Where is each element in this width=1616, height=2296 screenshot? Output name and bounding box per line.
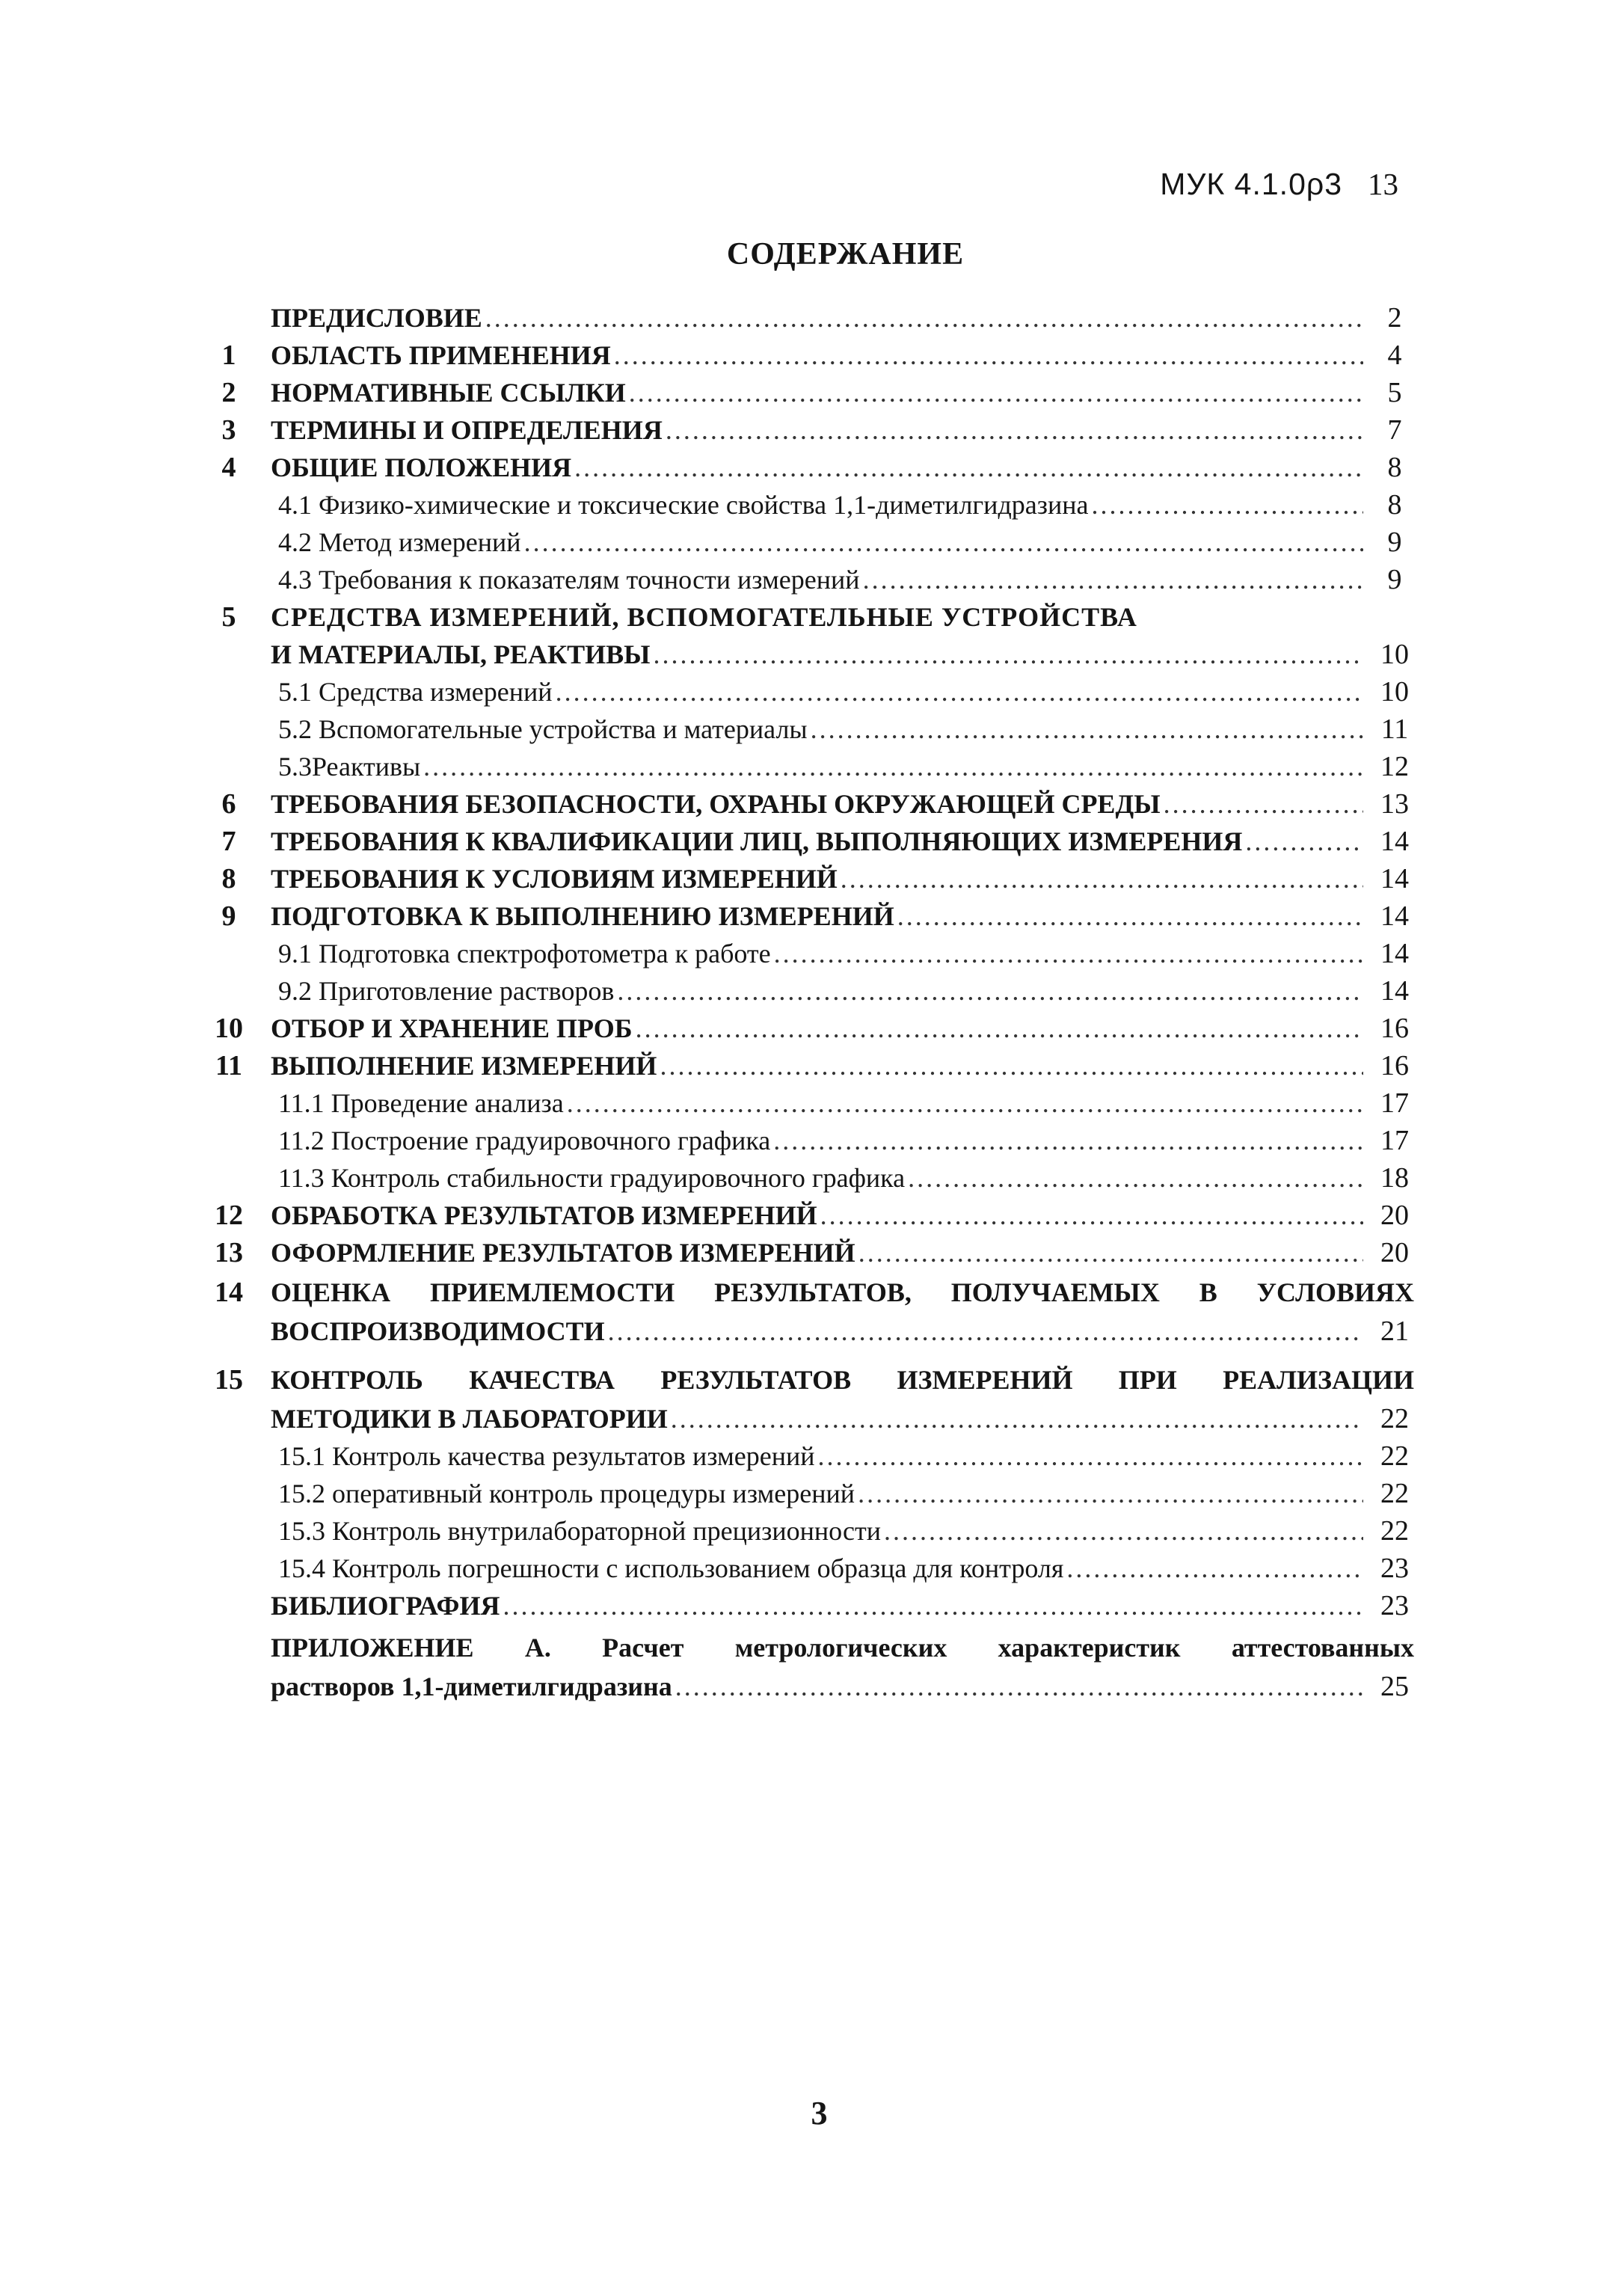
toc-section-number: 14 — [215, 1277, 243, 1308]
toc-row — [0, 486, 1616, 524]
toc-page-number: 18 — [1380, 1162, 1409, 1194]
dot-leader — [884, 1512, 1363, 1550]
toc-entry-text: ПОДГОТОВКА К ВЫПОЛНЕНИЮ ИЗМЕРЕНИЙ — [271, 901, 894, 931]
toc-entry-text: ПРЕДИСЛОВИЕ — [271, 303, 482, 333]
toc-row — [0, 1587, 1616, 1624]
toc-row — [0, 897, 1616, 935]
toc-section-number: 4 — [221, 452, 236, 483]
toc-page-number: 14 — [1380, 975, 1409, 1007]
dot-leader — [773, 1122, 1363, 1159]
toc-row — [0, 1010, 1616, 1047]
footer-page-number: 3 — [811, 2095, 828, 2131]
toc-page-number: 2 — [1387, 302, 1402, 334]
toc-section-number: 10 — [215, 1013, 243, 1044]
dot-leader — [1164, 785, 1363, 823]
dot-leader — [660, 1047, 1363, 1084]
toc-row — [0, 972, 1616, 1010]
toc-page-number: 5 — [1387, 377, 1402, 408]
dot-leader — [897, 897, 1363, 935]
toc-row — [0, 1234, 1616, 1271]
toc-entry-text: 15.3 Контроль внутрилабораторной прецизионности — [278, 1516, 882, 1546]
dot-leader — [671, 1400, 1363, 1437]
dot-leader — [617, 972, 1363, 1010]
toc-entry-text: МЕТОДИКИ В ЛАБОРАТОРИИ — [271, 1404, 668, 1434]
toc-entry-text: ОБЛАСТЬ ПРИМЕНЕНИЯ — [271, 340, 611, 370]
toc-row — [0, 673, 1616, 710]
dot-leader — [908, 1159, 1363, 1197]
dot-leader — [629, 374, 1363, 411]
toc-entry-text: БИБЛИОГРАФИЯ — [271, 1591, 500, 1621]
toc-section-number: 11 — [215, 1050, 242, 1081]
toc-row — [0, 1475, 1616, 1512]
toc-entry-text: ОТБОР И ХРАНЕНИЕ ПРОБ — [271, 1013, 633, 1043]
dot-leader — [1245, 823, 1363, 860]
dot-leader — [675, 1668, 1363, 1705]
toc-section-number: 12 — [215, 1200, 243, 1231]
toc-section-number: 8 — [221, 863, 236, 894]
toc-row — [0, 1668, 1616, 1705]
toc-entry-text: 9.1 Подготовка спектрофотометра к работе — [278, 939, 771, 969]
toc-row — [0, 1197, 1616, 1234]
toc-row — [0, 860, 1616, 897]
toc-entry-text: 11.3 Контроль стабильности градуировочного графика — [278, 1163, 906, 1193]
document-code: МУК 4.1.0ρ3 — [1160, 167, 1342, 201]
dot-leader — [858, 1475, 1363, 1512]
toc-entry-text: ПРИЛОЖЕНИЕ А. Расчет метрологических характеристик аттестованных — [271, 1633, 1414, 1663]
toc-page-number: 13 — [1380, 788, 1409, 820]
dot-leader — [423, 748, 1363, 785]
toc-entry-text: ТЕРМИНЫ И ОПРЕДЕЛЕНИЯ — [271, 415, 663, 445]
toc-entry-text: 15.4 Контроль погрешности с использованием образца для контроля — [278, 1553, 1064, 1583]
toc-row — [0, 710, 1616, 748]
toc-row — [0, 1629, 1616, 1666]
toc-section-number: 15 — [215, 1364, 243, 1396]
toc-row — [0, 748, 1616, 785]
toc-page-number: 23 — [1380, 1590, 1409, 1621]
dot-leader — [666, 411, 1363, 449]
toc-row — [0, 1512, 1616, 1550]
dot-leader — [653, 636, 1363, 673]
toc-page-number: 21 — [1380, 1316, 1409, 1347]
toc-page-number: 22 — [1380, 1403, 1409, 1434]
dot-leader — [1066, 1550, 1363, 1587]
toc-page-number: 20 — [1380, 1200, 1409, 1231]
toc-entry-text: ВОСПРОИЗВОДИМОСТИ — [271, 1316, 605, 1346]
toc-row — [0, 1361, 1616, 1399]
toc-page-number: 8 — [1387, 489, 1402, 521]
toc-page-number: 10 — [1380, 639, 1409, 670]
toc-row — [0, 1084, 1616, 1122]
toc-row — [0, 374, 1616, 411]
dot-leader — [774, 935, 1363, 972]
toc-page-number: 9 — [1387, 564, 1402, 595]
toc-section-number: 7 — [221, 826, 236, 857]
toc-entry-text: 9.2 Приготовление растворов — [278, 976, 615, 1006]
toc-row — [0, 1159, 1616, 1197]
dot-leader — [841, 860, 1363, 897]
toc-page-number: 7 — [1387, 414, 1402, 446]
toc-section-number: 5 — [221, 601, 236, 633]
toc-row — [0, 337, 1616, 374]
toc-entry-text: 4.2 Метод измерений — [278, 527, 521, 557]
toc-entry-text: растворов 1,1-диметилгидразина — [271, 1672, 672, 1701]
toc-page-number: 22 — [1380, 1515, 1409, 1547]
toc-entry-text: И МАТЕРИАЛЫ, РЕАКТИВЫ — [271, 639, 651, 669]
toc-entry-text: 11.1 Проведение анализа — [278, 1088, 564, 1118]
toc-row — [0, 524, 1616, 561]
toc-page-number: 16 — [1380, 1050, 1409, 1081]
toc-page-number: 22 — [1380, 1440, 1409, 1472]
dot-leader — [608, 1313, 1363, 1350]
toc-entry-text: 15.1 Контроль качества результатов измерений — [278, 1441, 815, 1471]
toc-entry-text: 5.3Реактивы — [278, 752, 421, 782]
toc-page-number: 12 — [1380, 751, 1409, 782]
toc-section-number: 13 — [215, 1237, 243, 1268]
toc-page-number: 22 — [1380, 1478, 1409, 1509]
toc-row — [0, 449, 1616, 486]
toc-page-number: 16 — [1380, 1013, 1409, 1044]
dot-leader — [574, 449, 1363, 486]
dot-leader — [524, 524, 1363, 561]
toc-section-number: 1 — [221, 340, 236, 371]
toc-row — [0, 1122, 1616, 1159]
toc-entry-text: ВЫПОЛНЕНИЕ ИЗМЕРЕНИЙ — [271, 1051, 657, 1081]
toc-page-number: 14 — [1380, 938, 1409, 969]
dot-leader — [503, 1587, 1363, 1624]
toc-section-number: 9 — [221, 900, 236, 932]
page-header — [1152, 166, 1398, 202]
toc-row — [0, 1313, 1616, 1350]
dot-leader — [614, 337, 1363, 374]
toc-page-number: 17 — [1380, 1125, 1409, 1156]
toc-page-number: 25 — [1380, 1671, 1409, 1702]
toc-row — [0, 785, 1616, 823]
dot-leader — [811, 710, 1363, 748]
dot-leader — [818, 1437, 1363, 1475]
toc-page-number: 10 — [1380, 676, 1409, 707]
dot-leader — [858, 1234, 1363, 1271]
dot-leader — [863, 561, 1363, 598]
toc-entry-text: 4.3 Требования к показателям точности измерений — [278, 565, 860, 595]
toc-entry-text: 4.1 Физико-химические и токсические свойства 1,1-диметилгидразина — [278, 490, 1089, 520]
toc-page-number: 11 — [1380, 713, 1409, 745]
toc-entry-text: 5.1 Средства измерений — [278, 677, 553, 707]
toc-section-number: 3 — [221, 414, 236, 446]
toc-row — [0, 299, 1616, 337]
page-title: СОДЕРЖАНИЕ — [726, 237, 965, 271]
toc-row — [0, 1400, 1616, 1437]
toc-row — [0, 598, 1616, 636]
toc-row — [0, 636, 1616, 673]
toc-page-number: 4 — [1387, 340, 1402, 371]
toc-page-number: 9 — [1387, 527, 1402, 558]
toc-row — [0, 1550, 1616, 1587]
toc-entry-text: ТРЕБОВАНИЯ К КВАЛИФИКАЦИИ ЛИЦ, ВЫПОЛНЯЮЩИХ ИЗМЕРЕНИЯ — [271, 826, 1243, 856]
toc-entry-text: КОНТРОЛЬ КАЧЕСТВА РЕЗУЛЬТАТОВ ИЗМЕРЕНИЙ ПРИ РЕАЛИЗАЦИИ — [271, 1365, 1414, 1395]
toc-page-number: 14 — [1380, 826, 1409, 857]
dot-leader — [636, 1010, 1363, 1047]
toc-row — [0, 411, 1616, 449]
toc-row — [0, 823, 1616, 860]
dot-leader — [567, 1084, 1363, 1122]
toc-section-number: 6 — [221, 788, 236, 820]
dot-leader — [556, 673, 1363, 710]
toc-page-number: 14 — [1380, 900, 1409, 932]
toc-entry-text: ОБЩИЕ ПОЛОЖЕНИЯ — [271, 452, 572, 482]
toc-entry-text: НОРМАТИВНЫЕ ССЫЛКИ — [271, 378, 626, 408]
toc-entry-text: ОБРАБОТКА РЕЗУЛЬТАТОВ ИЗМЕРЕНИЙ — [271, 1200, 817, 1230]
dot-leader — [485, 299, 1363, 337]
toc-entry-text: ОФОРМЛЕНИЕ РЕЗУЛЬТАТОВ ИЗМЕРЕНИЙ — [271, 1238, 855, 1268]
toc-row — [0, 1047, 1616, 1084]
toc-section-number: 2 — [221, 377, 236, 408]
toc-page-number: 17 — [1380, 1087, 1409, 1119]
toc-page-number: 20 — [1380, 1237, 1409, 1268]
toc-page-number: 8 — [1387, 452, 1402, 483]
dot-leader — [820, 1197, 1363, 1234]
toc-page-number: 14 — [1380, 863, 1409, 894]
toc-entry-text: 5.2 Вспомогательные устройства и материалы — [278, 714, 808, 744]
toc-row — [0, 1437, 1616, 1475]
toc-row — [0, 561, 1616, 598]
toc-entry-text: СРЕДСТВА ИЗМЕРЕНИЙ, ВСПОМОГАТЕЛЬНЫЕ УСТРОЙСТВА — [271, 602, 1137, 632]
toc-row — [0, 1274, 1616, 1311]
toc-entry-text: ТРЕБОВАНИЯ БЕЗОПАСНОСТИ, ОХРАНЫ ОКРУЖАЮЩЕЙ СРЕДЫ — [271, 789, 1161, 819]
toc-entry-text: 15.2 оперативный контроль процедуры измерений — [278, 1479, 855, 1508]
dot-leader — [1091, 486, 1363, 524]
toc-entry-text: 11.2 Построение градуировочного графика — [278, 1126, 771, 1155]
toc-page-number: 23 — [1380, 1553, 1409, 1584]
toc-row — [0, 935, 1616, 972]
toc-entry-text: ОЦЕНКА ПРИЕМЛЕМОСТИ РЕЗУЛЬТАТОВ, ПОЛУЧАЕМЫХ В УСЛОВИЯХ — [271, 1277, 1414, 1307]
header-page-number: 13 — [1368, 167, 1398, 201]
toc-entry-text: ТРЕБОВАНИЯ К УСЛОВИЯМ ИЗМЕРЕНИЙ — [271, 864, 838, 894]
